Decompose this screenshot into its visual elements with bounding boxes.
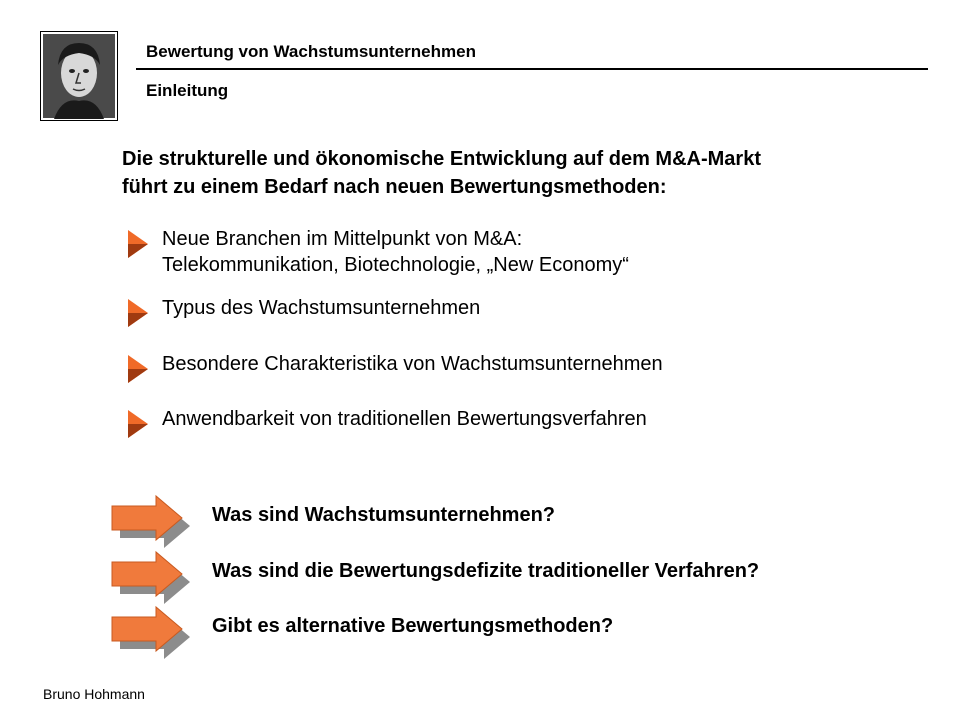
header-divider xyxy=(136,68,928,70)
bullet-text: Anwendbarkeit von traditionellen Bewertungsverfahren xyxy=(162,408,647,430)
goethe-portrait-logo xyxy=(40,31,118,121)
triangle-bullet-icon xyxy=(126,408,148,440)
arrow-right-icon xyxy=(110,605,190,661)
bullet-text: Besondere Charakteristika von Wachstumsunternehmen xyxy=(162,353,663,375)
intro-text xyxy=(122,145,761,201)
arrow-right-icon xyxy=(110,550,190,606)
question-text: Gibt es alternative Bewertungsmethoden? xyxy=(212,615,614,637)
question-text: Was sind Wachstumsunternehmen? xyxy=(212,504,556,526)
bullet-text-continued: Telekommunikation, Biotechnologie, „New Economy“ xyxy=(162,254,629,276)
intro-line-1: Die strukturelle und ökonomische Entwicklung auf dem M&A-Markt xyxy=(122,148,761,170)
question-text: Was sind die Bewertungsdefizite traditioneller Verfahren? xyxy=(212,560,760,582)
bullet-text: Typus des Wachstumsunternehmen xyxy=(162,297,481,319)
header-title: Bewertung von Wachstumsunternehmen xyxy=(146,42,476,61)
bullet-text: Neue Branchen im Mittelpunkt von M&A: xyxy=(162,228,523,250)
arrow-right-icon xyxy=(110,494,190,550)
triangle-bullet-icon xyxy=(126,353,148,385)
footer-author: Bruno Hohmann xyxy=(43,686,145,702)
header-subtitle: Einleitung xyxy=(146,81,229,100)
intro-line-2: führt zu einem Bedarf nach neuen Bewertungsmethoden: xyxy=(122,176,667,198)
triangle-bullet-icon xyxy=(126,228,148,260)
triangle-bullet-icon xyxy=(126,297,148,329)
